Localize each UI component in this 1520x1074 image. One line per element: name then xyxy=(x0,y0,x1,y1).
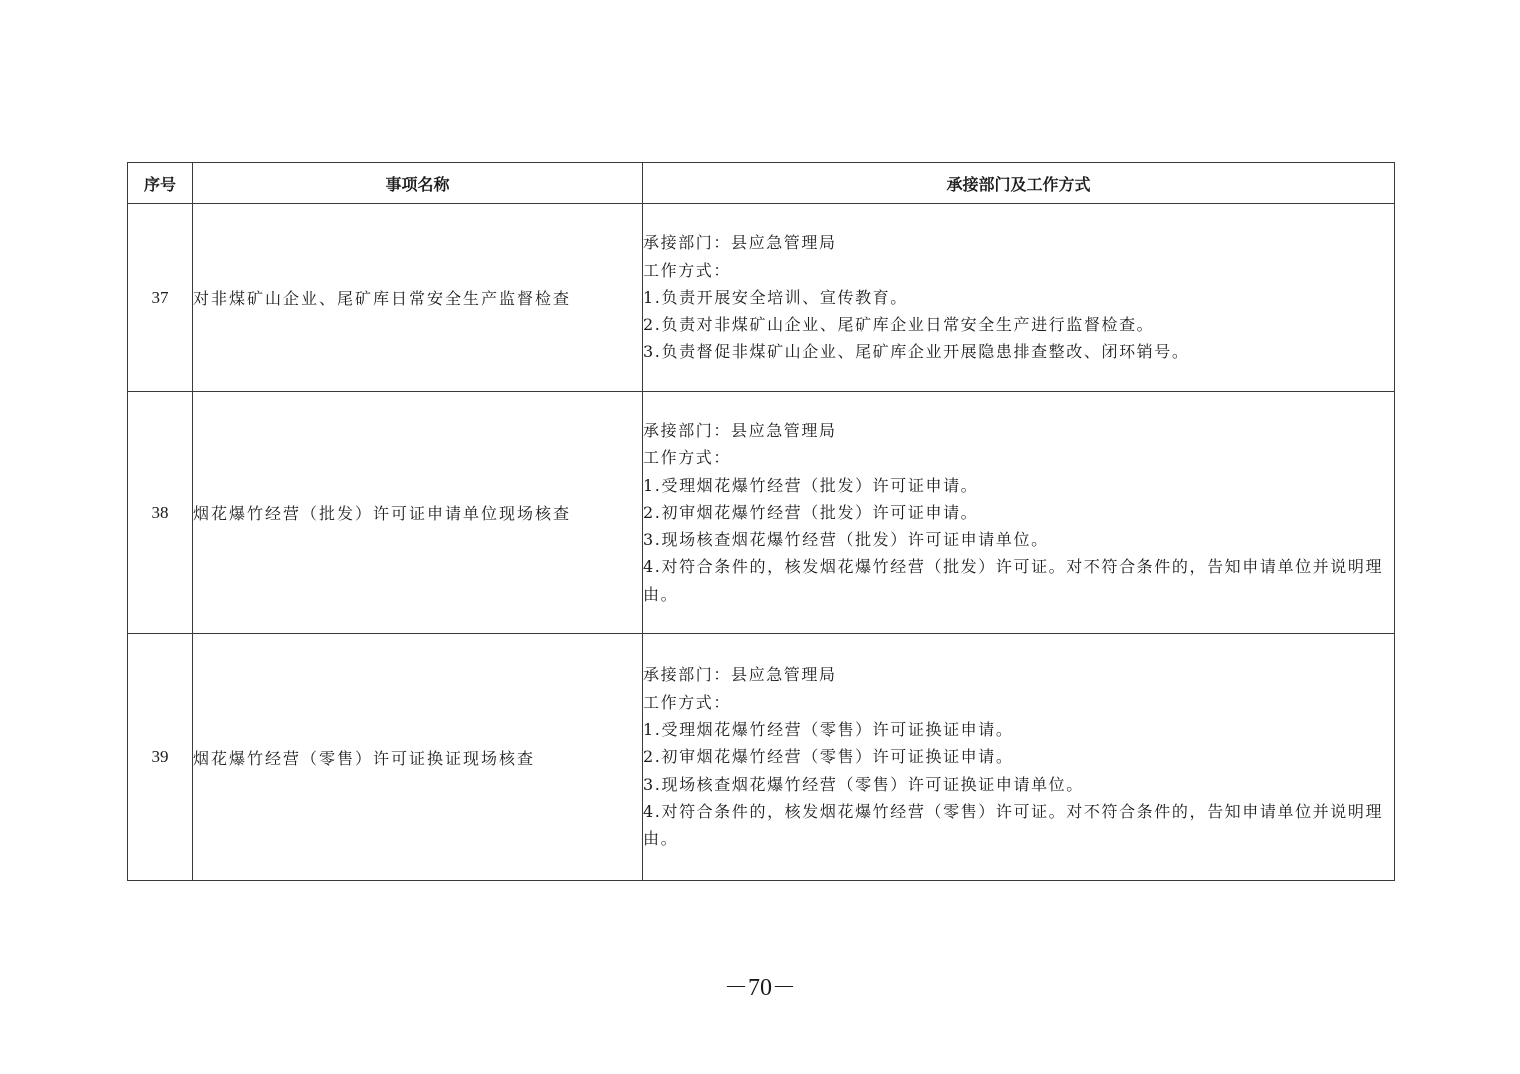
row-name: 对非煤矿山企业、尾矿库日常安全生产监督检查 xyxy=(193,204,643,392)
detail-line: 3.现场核查烟花爆竹经营（零售）许可证换证申请单位。 xyxy=(643,774,1084,794)
row-detail xyxy=(643,392,1395,634)
detail-line: 4.对符合条件的，核发烟花爆竹经营（批发）许可证。对不符合条件的，告知申请单位并说明理由。 xyxy=(643,557,1384,604)
row-detail xyxy=(643,204,1395,392)
detail-line: 3.现场核查烟花爆竹经营（批发）许可证申请单位。 xyxy=(643,530,1049,550)
header-dept-method: 承接部门及工作方式 xyxy=(643,163,1395,204)
detail-line: 承接部门：县应急管理局 xyxy=(643,665,837,685)
table-row xyxy=(128,204,1395,392)
table-row xyxy=(128,392,1395,634)
header-name: 事项名称 xyxy=(193,163,643,204)
table-header-row xyxy=(128,163,1395,204)
row-name: 烟花爆竹经营（零售）许可证换证现场核查 xyxy=(193,634,643,881)
page-number: －70－ xyxy=(724,975,796,1001)
table-row xyxy=(128,634,1395,881)
detail-line: 4.对符合条件的，核发烟花爆竹经营（零售）许可证。对不符合条件的，告知申请单位并说明理由。 xyxy=(643,801,1384,849)
detail-line: 2.初审烟花爆竹经营（零售）许可证换证申请。 xyxy=(643,747,1014,767)
matters-table xyxy=(127,162,1395,881)
detail-line: 3.负责督促非煤矿山企业、尾矿库企业开展隐患排查整改、闭环销号。 xyxy=(643,342,1190,362)
detail-line: 2.初审烟花爆竹经营（批发）许可证申请。 xyxy=(643,502,979,522)
detail-line: 1.负责开展安全培训、宣传教育。 xyxy=(643,287,908,307)
detail-line: 2.负责对非煤矿山企业、尾矿库企业日常安全生产进行监督检查。 xyxy=(643,315,1155,335)
row-name: 烟花爆竹经营（批发）许可证申请单位现场核查 xyxy=(193,392,643,634)
detail-line: 工作方式： xyxy=(643,692,732,712)
detail-line: 工作方式： xyxy=(643,448,732,468)
row-seq: 39 xyxy=(128,634,193,881)
row-seq: 38 xyxy=(128,392,193,634)
detail-line: 工作方式： xyxy=(643,260,732,280)
header-seq: 序号 xyxy=(128,163,193,204)
detail-line: 1.受理烟花爆竹经营（批发）许可证申请。 xyxy=(643,475,979,495)
detail-line: 1.受理烟花爆竹经营（零售）许可证换证申请。 xyxy=(643,720,1014,740)
detail-line: 承接部门：县应急管理局 xyxy=(643,233,837,253)
detail-line: 承接部门：县应急管理局 xyxy=(643,420,837,440)
row-seq: 37 xyxy=(128,204,193,392)
row-detail xyxy=(643,634,1395,881)
